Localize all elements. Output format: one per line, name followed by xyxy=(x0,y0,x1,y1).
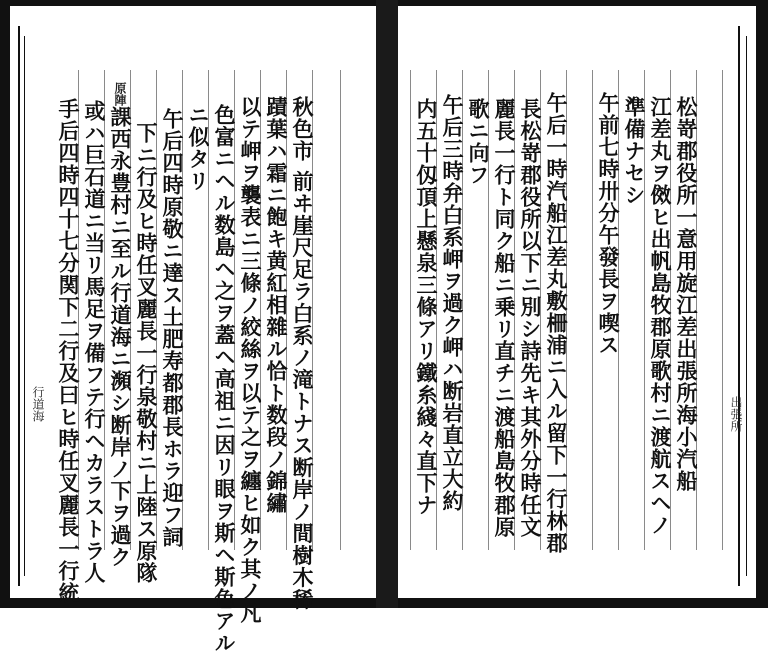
text-column: 或ハ巨石道ニ当リ馬足ヲ備フテ行ヘカラストラ人 xyxy=(82,100,107,584)
text-column: 蹟葉ハ霜ニ飽キ黄紅相雜ル恰ト数段ノ錦繡 xyxy=(264,96,289,514)
text-column: ニ似タリ xyxy=(186,104,211,192)
right-edge-text: 出張所 xyxy=(729,396,743,432)
text-column: 麗長一行ト同ク船ニ乗リ直チニ渡船島牧郡原 xyxy=(492,98,517,538)
text-column: 秋色市 前ヰ崖尺足ラ白系ノ滝トナス断岸ノ間樹木稀 xyxy=(290,96,315,611)
right-outer-edge xyxy=(756,0,768,608)
gutter xyxy=(376,0,398,608)
right-page-stack-line xyxy=(738,26,740,586)
text-column: 江差丸ヲ傚ヒ出帆島牧郡原歌村ニ渡航スヘノ xyxy=(648,96,673,536)
text-column: 歌ニ向フ xyxy=(466,98,491,186)
text-column: 午后一時汽船江差丸敷柵浦ニ入ル留下一行林郡 xyxy=(544,92,569,554)
text-column: 課西永豊村ニ至ル行道海ニ瀕シ断岸ノ下ヲ過ク xyxy=(108,106,133,568)
left-page-stack-line xyxy=(24,36,25,576)
text-column: 手后四時四十七分関下二行及曰ヒ時任叉麗長一行統 xyxy=(56,98,81,604)
column-rule xyxy=(340,70,341,550)
margin-note: 原陣 xyxy=(113,82,127,106)
text-column: 以テ岬ヲ襲表ニ三條ノ絞絲ヲ以テ之ヲ纏ヒ如ク其ノ凡 xyxy=(238,96,263,624)
column-rule xyxy=(410,70,411,550)
text-column: 松嵜郡役所一意用旋江差出張所海小汽船 xyxy=(674,96,699,492)
column-rule xyxy=(722,70,723,550)
text-column: 午后四時原敬ニ達ス土肥寿都郡長ホラ迎フ詞 xyxy=(160,108,185,548)
text-column: 色富ニヘル数島ヘ之ヲ蓋ヘ高祖ニ因リ眼ヲ斯ヘ斯色アル xyxy=(212,104,237,654)
text-column: 長松嵜郡役所以下ニ別シ詩先キ其外分時任文 xyxy=(518,98,543,538)
column-rule xyxy=(592,70,593,550)
text-column: 準備ナセシ xyxy=(622,96,647,206)
text-column: 午前七時卅分午發長ヲ喫ス xyxy=(596,92,621,356)
right-page-stack-line xyxy=(746,36,747,576)
text-column: 下ニ行及ヒ時任叉麗長一行泉敬村ニ上陸ス原隊 xyxy=(134,122,159,584)
left-outer-edge xyxy=(0,0,10,608)
left-edge-text: 行道海 xyxy=(31,386,45,422)
text-column: 内五十仭頂上懸泉三條アリ鐵糸綫々直下ナ xyxy=(414,98,439,516)
left-page-stack-line xyxy=(18,26,20,586)
text-column: 午后三時弁白系岬ヲ過ク岬ハ断岩直立大約 xyxy=(440,94,465,512)
